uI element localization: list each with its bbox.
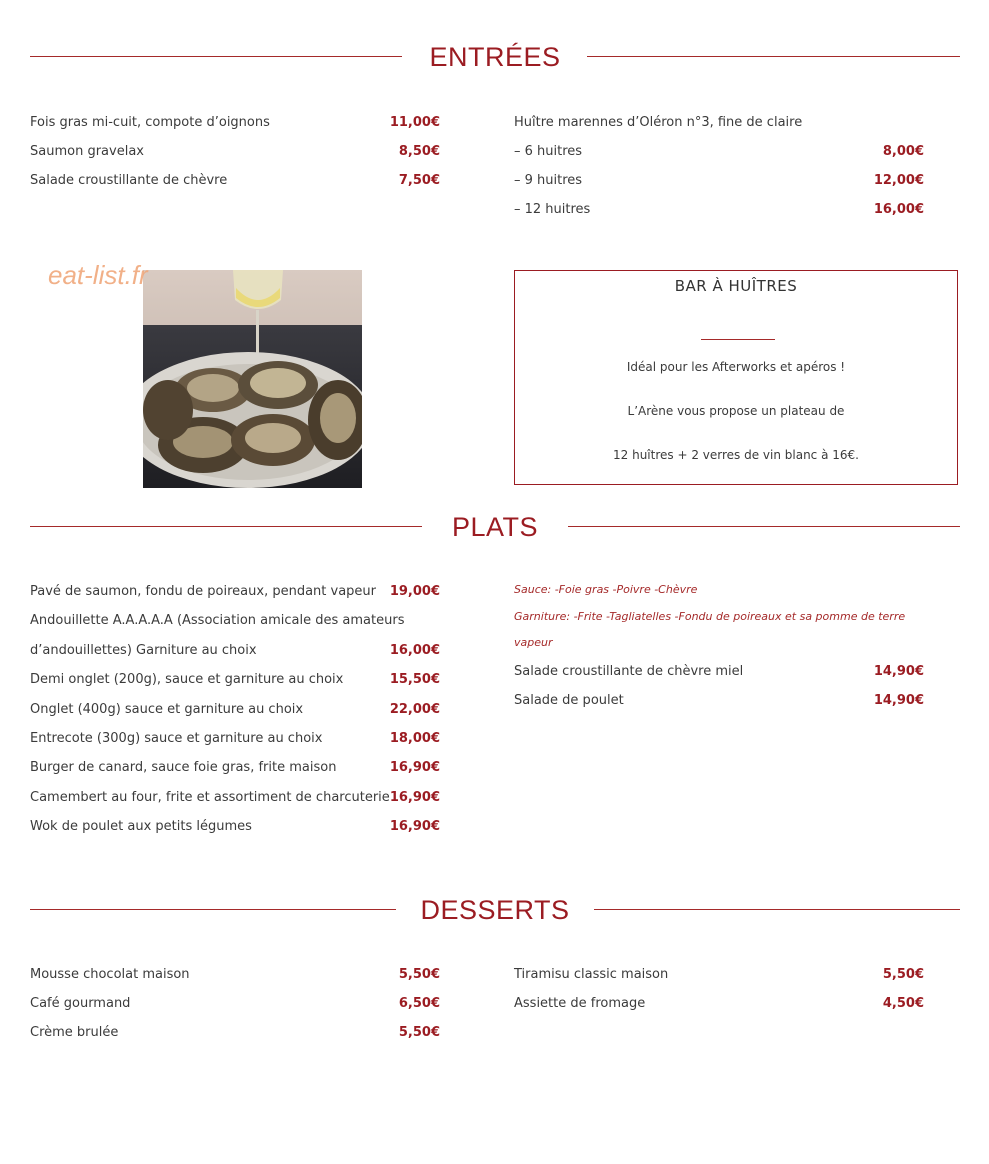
menu-item [514,108,924,137]
item-price: 8,00€ [882,144,924,159]
item-name: Salade croustillante de chèvre [30,173,228,188]
menu-item [30,1018,440,1047]
section-title-desserts: DESSERTS [420,895,570,925]
menu-item [514,686,924,715]
item-name: – 6 huitres [514,144,583,159]
menu-item [30,166,440,195]
item-price: 19,00€ [389,584,440,599]
item-price: 16,90€ [389,760,440,775]
item-price: 14,90€ [873,693,924,708]
item-price: 5,50€ [882,967,924,982]
menu-item [30,989,440,1018]
item-price: 12,00€ [873,173,924,188]
item-name: Mousse chocolat maison [30,967,190,982]
menu-item [514,989,924,1018]
item-price: 18,00€ [389,731,440,746]
section-title-entrees: ENTRÉES [429,42,561,72]
item-name: d’andouillettes) Garniture au choix [30,643,257,658]
bar-text-line: L’Arène vous propose un plateau de [627,404,845,418]
oysters-photo [143,270,362,488]
watermark-logo: eat-list.fr [48,260,148,290]
item-name: Burger de canard, sauce foie gras, frite maison [30,760,337,775]
bar-a-huitres-box [514,270,958,485]
garniture-note: Garniture: -Frite -Tagliatelles -Fondu de poireaux et sa pomme de terre [514,610,906,623]
item-price: 7,50€ [398,173,440,188]
menu-item [30,783,440,812]
item-name: – 12 huitres [514,202,591,217]
item-price: 16,90€ [389,819,440,834]
menu-item [514,195,924,224]
item-price: 5,50€ [398,967,440,982]
item-name: Salade croustillante de chèvre miel [514,664,744,679]
item-name: Tiramisu classic maison [514,967,669,982]
item-price: 15,50€ [389,672,440,687]
item-price: 5,50€ [398,1025,440,1040]
menu-item [30,577,440,606]
entrees-header [30,37,960,77]
item-name: Crème brulée [30,1025,119,1040]
item-price: 16,90€ [389,790,440,805]
menu-item [30,812,440,841]
item-name: Café gourmand [30,996,131,1011]
menu-item [30,606,440,635]
plats-header [30,507,960,547]
oysters-photo-illustration [143,270,362,488]
menu-item [30,665,440,694]
bar-text-line: 12 huîtres + 2 verres de vin blanc à 16€. [613,448,859,462]
item-price: 16,00€ [389,643,440,658]
menu-item [514,960,924,989]
item-name: Onglet (400g) sauce et garniture au choix [30,702,304,717]
item-price: 6,50€ [398,996,440,1011]
item-name: Assiette de fromage [514,996,646,1011]
item-name: Andouillette A.A.A.A.A (Association amicale des amateurs [30,613,405,628]
item-name: Pavé de saumon, fondu de poireaux, pendant vapeur [30,584,377,599]
item-name: Camembert au four, frite et assortiment de charcuterie [30,790,390,805]
bar-divider [701,339,775,340]
item-price: 4,50€ [882,996,924,1011]
bar-title: BAR À HUÎTRES [674,277,798,295]
sauce-note: Sauce: -Foie gras -Poivre -Chèvre [514,583,698,596]
item-name: Huître marennes d’Oléron n°3, fine de claire [514,115,803,130]
item-name: Salade de poulet [514,693,624,708]
item-price: 22,00€ [389,702,440,717]
menu-item [30,636,440,665]
menu-item [30,724,440,753]
menu-item [514,657,924,686]
item-name: Fois gras mi-cuit, compote d’oignons [30,115,270,130]
item-name: – 9 huitres [514,173,583,188]
item-price: 16,00€ [873,202,924,217]
item-name: Saumon gravelax [30,144,144,159]
item-name: Demi onglet (200g), sauce et garniture au choix [30,672,344,687]
menu-item [30,137,440,166]
item-price: 14,90€ [873,664,924,679]
item-price: 11,00€ [389,115,440,130]
section-title-plats: PLATS [451,512,539,542]
item-name: Wok de poulet aux petits légumes [30,819,252,834]
menu-item [514,137,924,166]
menu-item [30,695,440,724]
menu-item [30,753,440,782]
menu-item [514,166,924,195]
menu-item [30,108,440,137]
bar-text-line: Idéal pour les Afterworks et apéros ! [626,360,846,374]
garniture-note-continued: vapeur [514,636,553,649]
desserts-header [30,890,960,930]
item-price: 8,50€ [398,144,440,159]
item-name: Entrecote (300g) sauce et garniture au choix [30,731,323,746]
menu-item [30,960,440,989]
